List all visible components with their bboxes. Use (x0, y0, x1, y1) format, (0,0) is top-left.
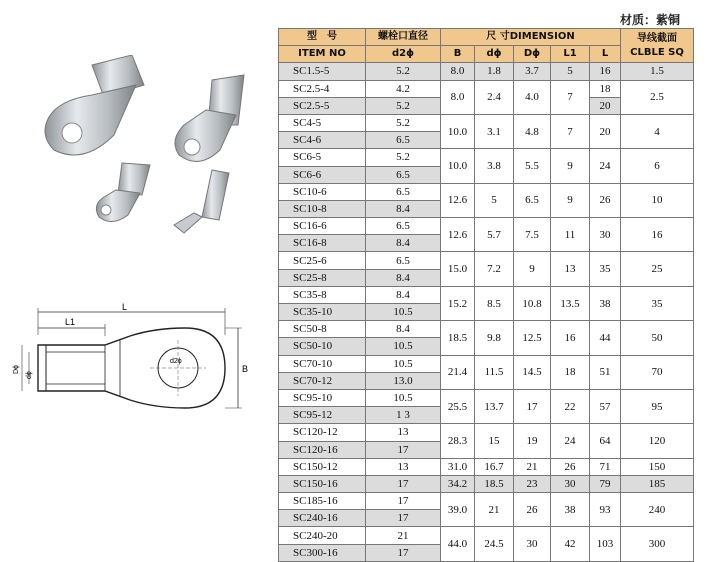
cell-bolt-dia: 6.5 (366, 252, 441, 269)
cell-L: 44 (590, 321, 621, 355)
cell-B: 12.6 (441, 183, 475, 217)
spec-table-body (279, 63, 694, 561)
cell-item-no: SC300-16 (279, 544, 366, 561)
cell-L1: 22 (551, 389, 590, 423)
cell-item-no: SC120-16 (279, 441, 366, 458)
table-row (279, 218, 694, 235)
cell-cable-sq: 16 (621, 218, 694, 252)
cell-L: 30 (590, 218, 621, 252)
cell-cable-sq: 50 (621, 321, 694, 355)
cell-item-no: SC6-6 (279, 166, 366, 183)
cell-cable-sq: 4 (621, 114, 694, 148)
cell-cable-sq: 2.5 (621, 80, 694, 114)
cell-D: 3.7 (514, 63, 551, 80)
cell-bolt-dia: 5.2 (366, 114, 441, 131)
cell-d: 21 (475, 493, 514, 527)
pin-lug-photo (174, 170, 229, 233)
cell-d: 24.5 (475, 527, 514, 561)
cell-L: 35 (590, 252, 621, 286)
cell-B: 12.6 (441, 218, 475, 252)
product-photos (24, 55, 269, 245)
cell-bolt-dia: 8.4 (366, 269, 441, 286)
table-row (279, 63, 694, 80)
cell-L1: 24 (551, 424, 590, 458)
table-row (279, 424, 694, 441)
cell-L: 18 (590, 80, 621, 97)
table-row (279, 252, 694, 269)
cell-cable-sq: 240 (621, 493, 694, 527)
cell-bolt-dia: 6.5 (366, 166, 441, 183)
cell-D: 6.5 (514, 183, 551, 217)
cell-d: 8.5 (475, 286, 514, 320)
cell-bolt-dia: 6.5 (366, 183, 441, 200)
cell-B: 10.0 (441, 114, 475, 148)
cell-bolt-dia: 8.4 (366, 235, 441, 252)
cell-B: 31.0 (441, 458, 475, 475)
table-row (279, 527, 694, 544)
cell-D: 7.5 (514, 218, 551, 252)
cell-item-no: SC4-5 (279, 114, 366, 131)
cell-item-no: SC16-8 (279, 235, 366, 252)
cell-B: 21.4 (441, 355, 475, 389)
cell-bolt-dia: 5.2 (366, 63, 441, 80)
cell-bolt-dia: 10.5 (366, 355, 441, 372)
table-row (279, 355, 694, 372)
spec-table (278, 28, 694, 562)
cell-L: 79 (590, 475, 621, 492)
cell-D: 19 (514, 424, 551, 458)
header-d: dϕ (475, 46, 514, 63)
dim-label-d: dϕ (26, 371, 33, 379)
cell-item-no: SC16-6 (279, 218, 366, 235)
header-L1: L1 (551, 46, 590, 63)
cell-L1: 13 (551, 252, 590, 286)
cell-d: 16.7 (475, 458, 514, 475)
cell-L: 26 (590, 183, 621, 217)
cell-bolt-dia: 17 (366, 544, 441, 561)
cell-B: 8.0 (441, 80, 475, 114)
cell-D: 23 (514, 475, 551, 492)
cell-bolt-dia: 10.5 (366, 304, 441, 321)
cell-B: 8.0 (441, 63, 475, 80)
cell-item-no: SC2.5-5 (279, 97, 366, 114)
cell-bolt-dia: 21 (366, 527, 441, 544)
cell-d: 2.4 (475, 80, 514, 114)
table-row (279, 458, 694, 475)
cell-bolt-dia: 1 3 (366, 407, 441, 424)
cell-cable-sq: 10 (621, 183, 694, 217)
cell-item-no: SC35-8 (279, 286, 366, 303)
cell-B: 28.3 (441, 424, 475, 458)
cell-d: 7.2 (475, 252, 514, 286)
cell-d: 15 (475, 424, 514, 458)
table-row (279, 114, 694, 131)
cell-bolt-dia: 17 (366, 475, 441, 492)
table-row (279, 149, 694, 166)
lug-photo-small (96, 163, 150, 222)
cell-L: 103 (590, 527, 621, 561)
cell-L1: 9 (551, 183, 590, 217)
header-cable-en: CLBLE SQ (630, 46, 684, 58)
cell-item-no: SC70-10 (279, 355, 366, 372)
cell-L1: 9 (551, 149, 590, 183)
cell-d: 5.7 (475, 218, 514, 252)
cell-L1: 42 (551, 527, 590, 561)
cell-cable-sq: 25 (621, 252, 694, 286)
cell-d: 3.1 (475, 114, 514, 148)
table-row (279, 80, 694, 97)
header-cable-cn: 导线截面 (637, 32, 677, 44)
cell-item-no: SC50-10 (279, 338, 366, 355)
cell-B: 15.2 (441, 286, 475, 320)
cell-L: 20 (590, 97, 621, 114)
cell-L1: 11 (551, 218, 590, 252)
cell-item-no: SC185-16 (279, 493, 366, 510)
cell-B: 10.0 (441, 149, 475, 183)
cell-item-no: SC120-12 (279, 424, 366, 441)
table-row (279, 389, 694, 406)
cell-bolt-dia: 5.2 (366, 149, 441, 166)
cell-L: 71 (590, 458, 621, 475)
cell-d: 13.7 (475, 389, 514, 423)
cell-D: 30 (514, 527, 551, 561)
cell-item-no: SC2.5-4 (279, 80, 366, 97)
cell-L: 24 (590, 149, 621, 183)
cell-bolt-dia: 4.2 (366, 80, 441, 97)
dim-label-L: L (122, 302, 128, 312)
cell-cable-sq: 70 (621, 355, 694, 389)
cell-L: 20 (590, 114, 621, 148)
cell-d: 5 (475, 183, 514, 217)
cell-cable-sq: 35 (621, 286, 694, 320)
cell-bolt-dia: 6.5 (366, 132, 441, 149)
table-row (279, 321, 694, 338)
header-model-en: ITEM NO (279, 46, 366, 63)
cell-item-no: SC95-10 (279, 389, 366, 406)
cell-bolt-dia: 17 (366, 441, 441, 458)
dimension-drawing (10, 300, 260, 425)
cell-bolt-dia: 6.5 (366, 218, 441, 235)
cell-item-no: SC240-16 (279, 510, 366, 527)
cell-D: 26 (514, 493, 551, 527)
cell-L1: 7 (551, 114, 590, 148)
cell-L1: 5 (551, 63, 590, 80)
cell-item-no: SC25-8 (279, 269, 366, 286)
header-dimension: 尺 寸DIMENSION (441, 29, 621, 46)
header-model-cn: 型 号 (279, 29, 366, 46)
cell-bolt-dia: 8.4 (366, 286, 441, 303)
cell-cable-sq: 300 (621, 527, 694, 561)
cell-bolt-dia: 13 (366, 458, 441, 475)
cell-L: 16 (590, 63, 621, 80)
cell-D: 17 (514, 389, 551, 423)
cell-bolt-dia: 8.4 (366, 321, 441, 338)
cell-L1: 16 (551, 321, 590, 355)
dim-label-D: Dϕ (13, 365, 20, 374)
header-bolt-cn: 螺栓口直径 (366, 29, 441, 46)
cell-item-no: SC70-12 (279, 372, 366, 389)
cell-cable-sq: 120 (621, 424, 694, 458)
cell-B: 44.0 (441, 527, 475, 561)
cell-B: 18.5 (441, 321, 475, 355)
cell-bolt-dia: 10.5 (366, 389, 441, 406)
cell-item-no: SC35-10 (279, 304, 366, 321)
lug-photo-large-1 (45, 55, 144, 155)
table-row (279, 286, 694, 303)
cell-B: 34.2 (441, 475, 475, 492)
cell-L: 38 (590, 286, 621, 320)
cell-item-no: SC150-12 (279, 458, 366, 475)
cell-B: 15.0 (441, 252, 475, 286)
cell-item-no: SC6-5 (279, 149, 366, 166)
cell-L1: 7 (551, 80, 590, 114)
cell-cable-sq: 95 (621, 389, 694, 423)
table-row (279, 475, 694, 492)
cell-L: 93 (590, 493, 621, 527)
cell-d: 1.8 (475, 63, 514, 80)
cell-cable-sq: 150 (621, 458, 694, 475)
cell-B: 25.5 (441, 389, 475, 423)
cell-D: 4.8 (514, 114, 551, 148)
cell-item-no: SC1.5-5 (279, 63, 366, 80)
cell-bolt-dia: 17 (366, 510, 441, 527)
table-row (279, 493, 694, 510)
cell-L: 57 (590, 389, 621, 423)
cell-L1: 13.5 (551, 286, 590, 320)
cell-bolt-dia: 17 (366, 493, 441, 510)
cell-bolt-dia: 8.4 (366, 200, 441, 217)
cell-L1: 18 (551, 355, 590, 389)
cell-L1: 26 (551, 458, 590, 475)
cell-item-no: SC95-12 (279, 407, 366, 424)
table-row (279, 183, 694, 200)
cell-L: 51 (590, 355, 621, 389)
header-D: Dϕ (514, 46, 551, 63)
header-cable (621, 29, 694, 63)
cell-D: 5.5 (514, 149, 551, 183)
header-B: B (441, 46, 475, 63)
cell-D: 21 (514, 458, 551, 475)
dim-label-d2: d2ϕ (170, 358, 182, 365)
cell-D: 12.5 (514, 321, 551, 355)
cell-d: 18.5 (475, 475, 514, 492)
cell-L1: 30 (551, 475, 590, 492)
material-note: 材质：紫铜 (620, 13, 681, 27)
cell-cable-sq: 6 (621, 149, 694, 183)
cell-item-no: SC240-20 (279, 527, 366, 544)
header-L: L (590, 46, 621, 63)
cell-D: 10.8 (514, 286, 551, 320)
cell-cable-sq: 185 (621, 475, 694, 492)
cell-bolt-dia: 13.0 (366, 372, 441, 389)
cell-item-no: SC150-16 (279, 475, 366, 492)
cell-item-no: SC25-6 (279, 252, 366, 269)
cell-D: 14.5 (514, 355, 551, 389)
cell-cable-sq: 1.5 (621, 63, 694, 80)
cell-item-no: SC50-8 (279, 321, 366, 338)
cell-item-no: SC10-6 (279, 183, 366, 200)
cell-L: 64 (590, 424, 621, 458)
cell-D: 4.0 (514, 80, 551, 114)
cell-d: 3.8 (475, 149, 514, 183)
cell-B: 39.0 (441, 493, 475, 527)
header-bolt-sub: d2ϕ (366, 46, 441, 63)
cell-d: 9.8 (475, 321, 514, 355)
cell-D: 9 (514, 252, 551, 286)
cell-item-no: SC4-6 (279, 132, 366, 149)
lug-photo-large-2 (175, 75, 244, 161)
dim-label-B: B (242, 364, 249, 374)
cell-bolt-dia: 13 (366, 424, 441, 441)
cell-L1: 38 (551, 493, 590, 527)
cell-item-no: SC10-8 (279, 200, 366, 217)
cell-bolt-dia: 10.5 (366, 338, 441, 355)
cell-bolt-dia: 5.2 (366, 97, 441, 114)
dim-label-L1: L1 (65, 317, 76, 327)
cell-d: 11.5 (475, 355, 514, 389)
